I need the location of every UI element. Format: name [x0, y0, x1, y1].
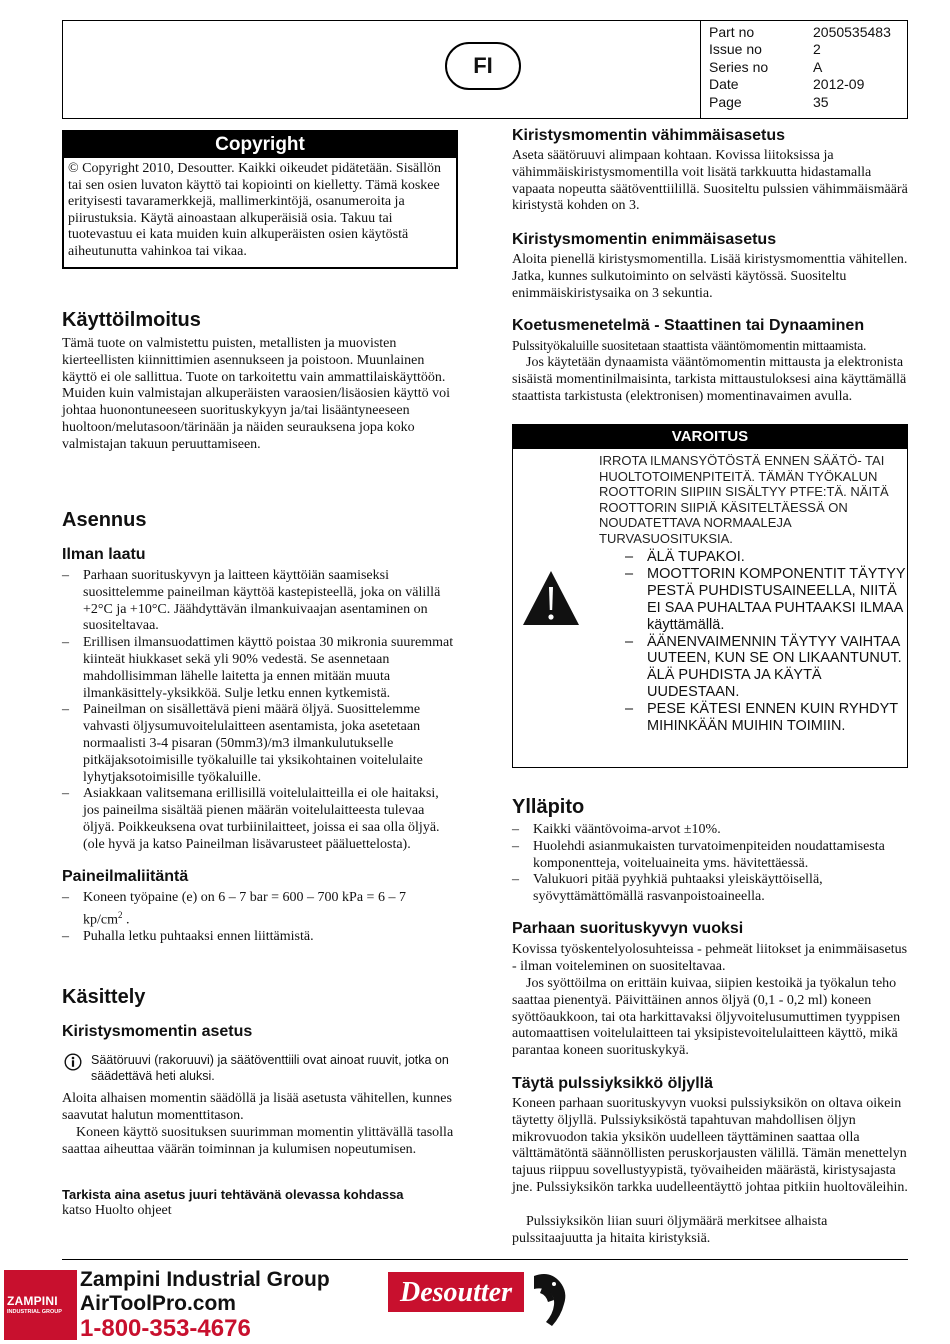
- copyright-box: [62, 130, 458, 269]
- meta-value: A: [813, 58, 823, 75]
- warning-item: – ÄLÄ TUPAKOI.: [625, 549, 907, 566]
- torque-paragraph-1: Aloita alhaisen momentin säädöllä ja lisää asetusta vähitellen, kunnes saavutat halutun momenttitason.: [62, 1091, 452, 1123]
- meta-value: 2: [813, 41, 821, 58]
- meta-key: Date: [709, 76, 739, 93]
- footer-rule: [62, 1259, 908, 1260]
- check-setting-heading: Tarkista aina asetus juuri tehtävänä olevassa kohdassa: [62, 1187, 404, 1202]
- warning-title: VAROITUS: [513, 425, 907, 449]
- meta-key: Series no: [709, 58, 769, 75]
- air-quality-heading: Ilman laatu: [62, 546, 146, 563]
- connection-list: [62, 890, 458, 946]
- best-performance-heading: Parhaan suorituskyvyn vuoksi: [512, 920, 744, 937]
- footer-company: Zampini Industrial Group: [80, 1268, 330, 1291]
- info-icon: [64, 1053, 82, 1071]
- warning-item: – PESE KÄTESI ENNEN KUIN RYHDYT MIHINKÄÄN MUIHIN TOIMIIN.: [625, 701, 907, 735]
- info-note: Säätöruuvi (rakoruuvi) ja säätöventtiili ovat ainoat ruuvit, jotka on säädettävä heti aluksi.: [91, 1053, 449, 1083]
- usage-body: Tämä tuote on valmistettu puisten, metallisten ja muovisten kierteellisten kiinnittimien asennukseen ja poistoon. Muunlainen käyttö ei ole sallittua. Tuote on tarkoitettu vain ammattilaiskäyttöön. Muiden kuin valmistajan alkuperäisten varaosien/lisäosien käyttö voi johtaa huonontuneeseen suorituskykyyn ja/tai lisääntyneeseen huoltoon/melutasoon/tärinään ja näiden seurauksena jopa koko valmistajan takuun peruuttamiseen.: [62, 336, 451, 452]
- meta-value: 2050535483: [813, 24, 891, 40]
- header-divider: [700, 20, 701, 119]
- list-item: – Erillisen ilmansuodattimen käyttö poistaa 30 mikronia suuremmat kiinteät hiukkaset sekä yli 90% vedestä. Se asennetaan mahdollisimman lähelle laitetta ja ennen mitään muuta ilmankäsittely-yksikköä. Sulje letku ennen kytkemistä.: [62, 635, 458, 702]
- language-badge: FI: [445, 42, 521, 90]
- test-method-heading: Koetusmenetelmä - Staattinen tai Dynaaminen: [512, 317, 865, 334]
- meta-row-series-no: [709, 59, 891, 76]
- copyright-title: Copyright: [64, 132, 456, 158]
- min-torque-heading: Kiristysmomentin vähimmäisasetus: [512, 127, 785, 144]
- list-item: – Valukuori pitää pyyhkiä puhtaaksi yleiskäyttöisellä, syövyttämättömällä rasvanpoistoaineella.: [512, 872, 908, 906]
- pressure-end: .: [126, 912, 130, 928]
- meta-value: 2012-09: [813, 76, 865, 93]
- warning-triangle-icon: [520, 568, 582, 628]
- maintenance-heading: Ylläpito: [512, 796, 585, 818]
- test-method-paragraph-1: Pulssityökaluille suositetaan staattista vääntömomentin mittaamista.: [512, 338, 867, 353]
- logo-subtitle: INDUSTRIAL GROUP: [7, 1309, 62, 1315]
- list-item: – Asiakkaan valitsemana erillisillä voitelulaitteilla ei ole haitaksi, jos paineilma sisältää pienen määrän voitelulaitteesta tulevaa öljyä. Poikkeuksena ovat turbiinilaitteet, joissa ei saa olla öljyä. (ole hyvä ja katso Paineilman lisävarusteet pääluettelosta).: [62, 786, 458, 853]
- logo-name: ZAMPINI: [7, 1294, 58, 1308]
- torque-setting-heading: Kiristysmomentin asetus: [62, 1023, 253, 1040]
- max-torque-heading: Kiristysmomentin enimmäisasetus: [512, 231, 777, 248]
- footer-website-link[interactable]: AirToolPro.com: [80, 1292, 236, 1315]
- svg-text:Desoutter: Desoutter: [400, 1277, 512, 1308]
- meta-key: Issue no: [709, 41, 762, 58]
- list-item: – Kaikki vääntövoima-arvot ±10%.: [512, 822, 908, 839]
- air-quality-list: [62, 568, 458, 854]
- fill-oil-paragraph-2: Pulssiyksikön liian suuri öljymäärä merkitsee alhaista pulssitaajuutta ja hitaita kiristyksiä.: [512, 1214, 828, 1246]
- pressure-unit: kp/cm: [83, 912, 118, 928]
- best-performance-paragraph-2: Jos syöttöilma on erittäin kuivaa, siipien kestoikä ja työkalun teho saattaa pienentyä. Päivittäinen annos öljyä (0,1 - 0,2 ml) koneen syöttöaukkoon, tai ota harkittavaksi öljyvoitelusumuttimen tyyppisen automaattisen voitelulaitteen tai yksipistevoitelulaitteen käyttö, mikä parantaa koneen suorituskykyä.: [512, 976, 901, 1059]
- connection-heading: Paineilmaliitäntä: [62, 868, 189, 885]
- pressure-unit-exponent: 2: [118, 909, 123, 920]
- document-meta: [709, 24, 891, 111]
- meta-row-issue-no: [709, 41, 891, 58]
- meta-key: Page: [709, 93, 742, 110]
- desoutter-logo: [388, 1268, 580, 1332]
- max-torque-body: Aloita pienellä kiristysmomentilla. Lisää kiristysmomenttia vähitellen. Jatka, kunnes sulkutoiminto on selvästi käytössä. Suositeltu enimmäiskiristysaika on 3 sekuntia.: [512, 252, 908, 301]
- check-setting-body: katso Huolto ohjeet: [62, 1203, 172, 1218]
- meta-row-page: [709, 94, 891, 111]
- warning-intro: IRROTA ILMANSYÖTÖSTÄ ENNEN SÄÄTÖ- TAI HUOLTOTOIMENPITEITÄ. TÄMÄN TYÖKALUN ROOTTORIN SIIPIIN SISÄLTYY PTFE:TÄ. NÄITÄ ROOTTORIN SIIPIÄ KÄSITELTÄESSÄ ON NOUDATETTAVA NORMAALEJA TURVASUOSITUKSIA.: [599, 453, 889, 546]
- list-item: – Puhalla letku puhtaaksi ennen liittämistä.: [62, 929, 458, 946]
- best-performance-paragraph-1: Kovissa työskentelyolosuhteissa - pehmeät liitokset ja enimmäisasetus - ilman voiteleminen on suositeltavaa.: [512, 942, 908, 974]
- install-heading: Asennus: [62, 509, 147, 531]
- warning-list: [625, 549, 907, 735]
- maintenance-list: [512, 822, 908, 906]
- min-torque-body: Aseta säätöruuvi alimpaan kohtaan. Kovissa liitoksissa ja vähimmäiskiristysmomentilla voit lisätä tarkkuutta hidastamalla vapaata nopeutta säätöventtiilillä. Suositeltu pulssien vähimmäismäärä kiristystä kohden on 3.: [512, 148, 908, 214]
- fill-oil-heading: Täytä pulssiyksikkö öljyllä: [512, 1075, 713, 1092]
- handling-heading: Käsittely: [62, 986, 146, 1008]
- meta-key: Part no: [709, 24, 755, 40]
- meta-row-date: [709, 76, 891, 93]
- meta-value: 35: [813, 93, 829, 110]
- meta-row-part-no: [709, 24, 891, 41]
- test-method-paragraph-2: Jos käytetään dynaamista vääntömomentin mittausta ja elektronista sisäistä momentinilmaisinta, tarkista mittaustuloksesi aina käyttämällä staattista tarkistusta (elektronisen) momentinavaimen avulla.: [512, 355, 907, 404]
- list-item: – Huolehdi asianmukaisten turvatoimenpiteiden noudattamisesta komponentteja, voiteluaineita yms. hävitettäessä.: [512, 839, 908, 873]
- copyright-body: © Copyright 2010, Desoutter. Kaikki oikeudet pidätetään. Sisällön tai sen osien luvaton käyttö tai kopiointi on kielletty. Tämä koskee erityisesti tavaramerkkejä, mallimerkintöjä, osanumeroita ja piirustuksia. Käytä ainoastaan alkuperäisiä osia. Takuu tai tuotevastuu ei kata muiden kuin alkuperäisten osien käytöstä aiheutunutta vahinkoa tai vikaa.: [68, 161, 442, 259]
- torque-paragraph-2: Koneen käyttö suosituksen suurimman momentin ylittävällä tasolla saattaa aiheuttaa väärän toiminnan ja kulumisen nopeutumisen.: [62, 1125, 454, 1157]
- list-item: [62, 890, 458, 929]
- pressure-text: Koneen työpaine (e) on 6 – 7 bar = 600 – 700 kPa = 6 – 7: [83, 890, 406, 905]
- fill-oil-paragraph-1: Koneen parhaan suorituskyvyn vuoksi pulssiyksikön on oltava oikein täytetty öljyllä. Pulssiyksiköstä tapahtuvan mahdollisen öljyn mikrovuodon takia yksikön uudelleen täyttäminen saattaa olla välttämätöntä säännöllisten peruskorjausten välillä. Tämän menettelyn tajuus riippuu sovellustyypistä, työvaiheiden määrästä, kiristysajasta jne. Pulssiyksikön tarkka uudelleentäyttö johtaa pitkiin huoltoväleihin.: [512, 1096, 908, 1195]
- usage-heading: Käyttöilmoitus: [62, 309, 201, 331]
- list-item: – Parhaan suorituskyvyn ja laitteen käyttöiän saamiseksi suosittelemme paineilman käyttöä kastepisteellä, joka on välillä +2°C ja +10°C. Jäähdyttävän ilmankuivaajan asentaminen on suositeltavaa.: [62, 568, 458, 635]
- zampini-logo: [4, 1270, 77, 1340]
- list-item: – Paineilman on sisällettävä pieni määrä öljyä. Suosittelemme vahvasti öljysumuvoitelulaitteen asentamista, joka asetetaan normaalisti 3-4 pisaran (50mm3)/m3 ilmankulutukselle pitkäjaksotoimisille työkaluille tai yksikohtainen voitelulaite lyhytjaksotoimisille työkaluille.: [62, 702, 458, 786]
- warning-item: – MOOTTORIN KOMPONENTIT TÄYTYY PESTÄ PUHDISTUSAINEELLA, NIITÄ EI SAA PUHALTAA PUHTAAKSI ILMAA käyttämällä.: [625, 566, 907, 634]
- footer-phone[interactable]: 1-800-353-4676: [80, 1315, 251, 1342]
- warning-item: – ÄÄNENVAIMENNIN TÄYTYY VAIHTAA UUTEEN, KUN SE ON LIKAANTUNUT. ÄLÄ PUHDISTA JA KÄYTÄ UUDESTAAN.: [625, 634, 907, 702]
